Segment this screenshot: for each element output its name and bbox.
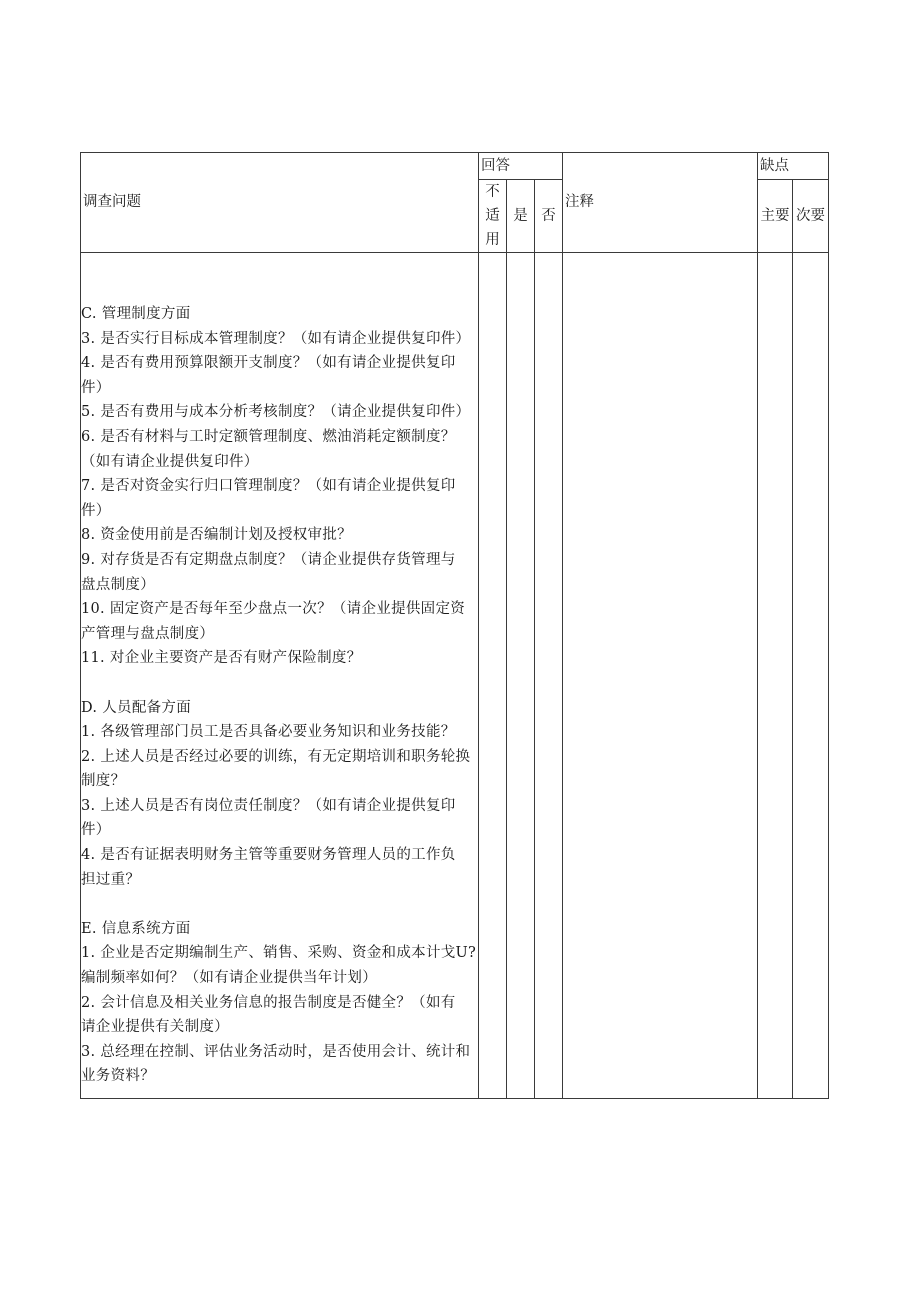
question-line: 8. 资金使用前是否编制计划及授权审批？ xyxy=(81,527,352,544)
question-line: 件） xyxy=(81,502,111,519)
question-line: 5. 是否有费用与成本分析考核制度？（请企业提供复印件） xyxy=(81,404,471,421)
header-minor: 次要 xyxy=(793,180,829,253)
section-c xyxy=(81,302,478,671)
question-line: 1. 各级管理部门员工是否具备必要业务知识和业务技能？ xyxy=(81,724,456,741)
question-line: 3. 是否实行目标成本管理制度？（如有请企业提供复印件） xyxy=(81,330,471,347)
header-not-applicable xyxy=(479,180,507,253)
question-cell xyxy=(81,253,479,1099)
header-major: 主要 xyxy=(758,180,793,253)
question-line: 3. 上述人员是否有岗位责任制度？（如有请企业提供复印 xyxy=(81,797,456,814)
survey-table xyxy=(80,152,829,1099)
question-line: 件） xyxy=(81,822,111,839)
question-line: 7. 是否对资金实行归口管理制度？（如有请企业提供复印 xyxy=(81,478,456,495)
question-line: 制度？ xyxy=(81,773,126,790)
question-line: 盘点制度） xyxy=(81,576,155,593)
header-note: 注释 xyxy=(563,153,758,253)
header-question: 调查问题 xyxy=(81,153,479,253)
answer-yes-cell[interactable] xyxy=(507,253,535,1099)
question-line: （如有请企业提供复印件） xyxy=(81,453,259,470)
question-list xyxy=(81,253,478,1089)
question-line: 1. 企业是否定期编制生产、销售、采购、资金和成本计戈U? xyxy=(81,945,477,962)
header-no: 否 xyxy=(535,180,563,253)
question-line: 2. 会计信息及相关业务信息的报告制度是否健全？（如有 xyxy=(81,994,456,1011)
section-title: D. 人员配备方面 xyxy=(81,699,192,716)
question-line: 请企业提供有关制度） xyxy=(81,1019,229,1036)
question-line: 3. 总经理在控制、评估业务活动时，是否使用会计、统计和 xyxy=(81,1043,471,1060)
na-char: 不 xyxy=(485,184,500,200)
question-line: 10. 固定资产是否每年至少盘点一次？（请企业提供固定资 xyxy=(81,601,466,618)
section-title: C. 管理制度方面 xyxy=(81,306,191,322)
answer-not-applicable-cell[interactable] xyxy=(479,253,507,1099)
note-cell[interactable] xyxy=(563,253,758,1099)
answer-no-cell[interactable] xyxy=(535,253,563,1099)
section-spacer xyxy=(81,892,478,917)
section-d xyxy=(81,696,478,893)
question-line: 4. 是否有证据表明财务主管等重要财务管理人员的工作负 xyxy=(81,847,456,864)
header-yes: 是 xyxy=(507,180,535,253)
question-line: 9. 对存货是否有定期盘点制度？（请企业提供存货管理与 xyxy=(81,551,456,568)
question-line: 6. 是否有材料与工时定额管理制度、燃油消耗定额制度？ xyxy=(81,428,456,445)
question-line: 编制频率如何？（如有请企业提供当年计划） xyxy=(81,970,377,987)
defect-minor-cell[interactable] xyxy=(793,253,829,1099)
question-line: 2. 上述人员是否经过必要的训练，有无定期培训和职务轮换 xyxy=(81,748,471,765)
na-char: 用 xyxy=(485,232,500,248)
header-answer: 回答 xyxy=(479,153,563,180)
question-line: 件） xyxy=(81,379,111,396)
question-line: 产管理与盘点制度） xyxy=(81,625,215,642)
question-line: 11. 对企业主要资产是否有财产保险制度？ xyxy=(81,650,362,667)
header-defect: 缺点 xyxy=(758,153,829,180)
question-line: 担过重？ xyxy=(81,871,141,888)
section-e xyxy=(81,917,478,1089)
defect-major-cell[interactable] xyxy=(758,253,793,1099)
question-line: 业务资料？ xyxy=(81,1068,155,1085)
question-line: 4. 是否有费用预算限额开支制度？（如有请企业提供复印 xyxy=(81,355,456,372)
section-title: E. 信息系统方面 xyxy=(81,920,191,937)
section-spacer xyxy=(81,671,478,696)
na-char: 适 xyxy=(485,208,500,224)
